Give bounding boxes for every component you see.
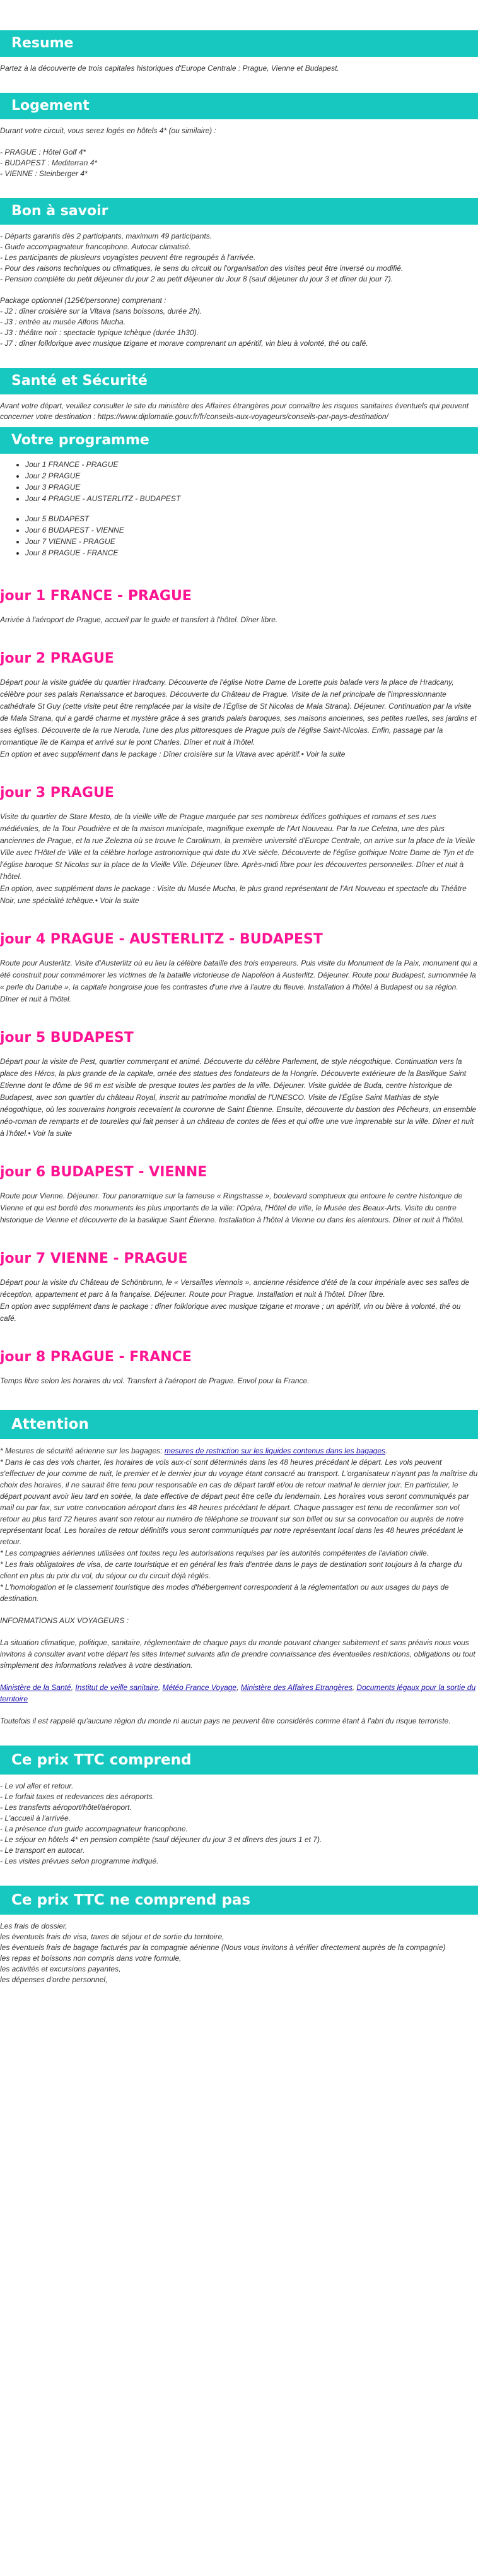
- day-block: [0, 650, 478, 760]
- day-block: [0, 1164, 478, 1226]
- programme-item[interactable]: • Jour 5 BUDAPEST: [25, 513, 478, 524]
- info-voyageurs-text: La situation climatique, politique, sanitaire, réglementaire de chaque pays du monde pouvant changer subitement et sans préavis nous vous invitons à consulter avant votre départ les sites Internet suivants afin de prendre connaissance des éventuelles restrictions, obligations ou tout simplement des informations relatives à votre destination.: [0, 1638, 475, 1670]
- bon-a-savoir-section: [0, 225, 478, 349]
- ne-comprend-pas-item: les dépenses d'ordre personnel,: [0, 1975, 108, 1984]
- info-line: - Pension complète du petit déjeuner du jour 2 au petit déjeuner du Jour 8 (sauf déjeuner du jour 3 et dîner du jour 7).: [0, 275, 393, 283]
- comprend-heading: Ce prix TTC comprend: [0, 1746, 478, 1775]
- day-block: [0, 588, 478, 626]
- meteo-france-link[interactable]: Météo France Voyage: [162, 1683, 237, 1692]
- package-intro: Package optionnel (125€/personne) comprenant :: [0, 296, 166, 305]
- attention-paragraph: * Les frais obligatoires de visa, de carte touristique et en général les frais d'entrée dans le pays de destination sont toujours à la charge du client en plus du prix du vol, du séjour ou du circuit déjà réglés.: [0, 1560, 462, 1580]
- programme-item[interactable]: • Jour 4 PRAGUE - AUSTERLITZ - BUDAPEST: [25, 493, 478, 504]
- day-block: [0, 931, 478, 1005]
- sante-text: Avant votre départ, veuillez consulter le site du ministère des Affaires étrangères pour connaître les risques sanitaires éventuels qui peuvent concerner votre destination : https://www.diplomatie.gouv.fr/fr/conseils-aux-voyageurs/conseils-par-pays-destination/: [0, 401, 469, 421]
- resume-section: [0, 57, 478, 74]
- info-line: - Guide accompagnateur francophone. Autocar climatisé.: [0, 242, 192, 251]
- day-text: Départ pour la visite guidée du quartier Hradcany. Découverte de l'église Notre Dame de Lorette puis balade vers la place de Hradcany, célèbre pour ses palais Renaissance et baroques. Découverte du Château de Prague. Visite de la nef principale de l'impressionnante cathédrale St Guy (cette visite peut être remplacée par la visite de l'Église de St Nicolas de Mala Strana). Déjeuner. Continuation par la visite de Mala Strana, qui a gardé charme et mystère grâce à ses grands palais baroques, ses maisons anciennes, ses petites ruelles, ses jardins et ses églises. Découverte de la rue Neruda, l'une des plus pittoresques de Prague puis de l'église Saint-Nicolas. Enfin, passage par la romantique île de Kampa et arrivé sur le pont Charles. Dîner et nuit à l'hôtel. En option et avec supplément dans le package : Dîner croisière sur la Vltava avec apéritif.• Voir la suite: [0, 678, 477, 759]
- day-title: jour 1 FRANCE - PRAGUE: [0, 588, 192, 604]
- package-line: - J3 : théâtre noir : spectacle typique tchèque (durée 1h30).: [0, 328, 199, 337]
- day-block: [0, 1349, 478, 1387]
- programme-heading: Votre programme: [0, 427, 478, 454]
- liquids-restriction-link[interactable]: mesures de restriction sur les liquides contenus dans les bagages: [164, 1446, 386, 1455]
- ne-comprend-pas-heading: Ce prix TTC ne comprend pas: [0, 1886, 478, 1915]
- ne-comprend-pas-item: les activités et excursions payantes,: [0, 1964, 121, 1973]
- day-text: Route pour Austerlitz. Visite d'Austerlitz où eu lieu la célèbre bataille des trois empereurs. Puis visite du Monument de la Paix, monument qui a été construit pour commémorer les victimes de la bataille victorieuse de Napoléon à Austerlitz. Déjeuner. Route pour Budapest, surnommée la « perle du Danube », la capitale hongroise joue les contrastes d'une rive à l'autre du fleuve. Installation à l'hôtel à Budapest ou sa région. Dîner et nuit à l'hôtel.: [0, 959, 477, 1003]
- affaires-etrangeres-link[interactable]: Ministère des Affaires Etrangères: [240, 1683, 353, 1692]
- day-title: jour 3 PRAGUE: [0, 785, 114, 801]
- day-title: jour 4 PRAGUE - AUSTERLITZ - BUDAPEST: [0, 931, 323, 947]
- programme-item[interactable]: • Jour 3 PRAGUE: [25, 482, 478, 493]
- veille-sanitaire-link[interactable]: Institut de veille sanitaire: [75, 1683, 158, 1692]
- attention-paragraph: * Dans le cas des vols charter, les horaires de vols aux-ci sont déterminés dans les 48 heures précédant le départ. Les vols peuvent s'effectuer de jour comme de nuit, le premier et le dernier jour du voyage étant consacré au transport. L'organisateur n'ayant pas la maîtrise du choix des horaires, il ne saurait être tenu pour responsable en cas de départ tardif et/ou de retour matinal le dernier jour. En particulier, le départ pouvant avoir lieu tard en soirée, la date effective de départ peut être celle du lendemain. Les horaires vous seront communiqués par mail ou par fax, sur votre convocation aéroport dans les 48 heures précédant le départ. Chaque passager est tenu de reconfirmer son vol retour au plus tard 72 heures avant son retour au numéro de téléphone se trouvant sur son billet ou sur sa convocation ou auprès de notre représentant local. Les horaires de retour définitifs vous seront communiqués par notre représentant local dans les 48 heures précédant le retour.: [0, 1458, 478, 1546]
- day-text: Route pour Vienne. Déjeuner. Tour panoramique sur la fameuse « Ringstrasse », boulevard somptueux qui entoure le centre historique de Vienne et qui est bordé des monuments les plus importants de la ville: l'Opéra, l'Hôtel de ville, le Musée des Beaux-Arts. Visite du centre historique de Vienne et découverte de la basilique Saint Étienne. Installation à l'hôtel à Vienne ou dans les alentours. Dîner et nuit à l'hôtel.: [0, 1191, 464, 1224]
- programme-list: [25, 513, 478, 558]
- ne-comprend-pas-item: les éventuels frais de visa, taxes de séjour et de sortie du territoire,: [0, 1932, 224, 1941]
- security-note-suffix: .: [385, 1446, 388, 1455]
- comprend-item: - Le forfait taxes et redevances des aéroports.: [0, 1792, 154, 1801]
- programme-item[interactable]: • Jour 7 VIENNE - PRAGUE: [25, 536, 478, 547]
- day-text: Départ pour la visite de Pest, quartier commerçant et animé. Découverte du célèbre Parlement, de style néogothique. Continuation vers la place des Héros, la plus grande de la capitale, ornée des statues des fondateurs de la Hongrie. Découverte extérieure de la Basilique Saint Etienne dont le dôme de 96 m est visible de presque toutes les parties de la ville. Déjeuner. Visite guidée de Buda, centre historique de Budapest, avec son quartier du château Royal, inscrit au patrimoine mondial de l'UNESCO. Visite de l'Église Saint Mathias de style néogothique, où les souverains hongrois recevaient la couronne de Saint Étienne. Ensuite, découverte du bastion des Pêcheurs, un ensemble néo-roman de remparts et de tourelles qui fait penser à un château de contes de fées et qui offre une vue imprenable sur la ville. Dîner et nuit à l'hôtel.• Voir la suite: [0, 1057, 477, 1138]
- info-voyageurs-title: INFORMATIONS AUX VOYAGEURS :: [0, 1616, 129, 1625]
- attention-section: [0, 1439, 478, 1727]
- programme-item[interactable]: • Jour 6 BUDAPEST - VIENNE: [25, 524, 478, 536]
- comprend-item: - Le vol aller et retour.: [0, 1781, 74, 1790]
- sante-ministry-link[interactable]: Ministère de la Santé: [0, 1683, 71, 1692]
- package-line: - J7 : dîner folklorique avec musique tzigane et morave comprenant un apéritif, vin bleu à volonté, thé ou café.: [0, 339, 368, 348]
- info-line: - Pour des raisons techniques ou climatiques, le sens du circuit ou l'organisation des visites peut être inversé ou modifié.: [0, 264, 404, 273]
- ne-comprend-pas-item: Les frais de dossier,: [0, 1922, 67, 1930]
- attention-heading: Attention: [0, 1410, 478, 1439]
- day-title: jour 2 PRAGUE: [0, 651, 114, 666]
- sante-section: [0, 394, 478, 422]
- programme-list: [25, 459, 478, 504]
- day-text: Temps libre selon les horaires du vol. Transfert à l'aéroport de Prague. Envol pour la France.: [0, 1376, 310, 1385]
- resume-heading: Resume: [0, 30, 478, 57]
- day-title: jour 5 BUDAPEST: [0, 1030, 134, 1046]
- day-title: jour 7 VIENNE - PRAGUE: [0, 1251, 188, 1267]
- comprend-item: - Le transport en autocar.: [0, 1846, 85, 1855]
- comprend-section: [0, 1775, 478, 1867]
- day-title: jour 6 BUDAPEST - VIENNE: [0, 1164, 207, 1180]
- security-note: [0, 1445, 478, 1456]
- hotel-line: - BUDAPEST : Mediterran 4*: [0, 158, 98, 167]
- day-text: Visite du quartier de Stare Mesto, de la vieille ville de Prague marquée par ses nombreux édifices gothiques et romans et ses rues médiévales, de la Tour Poudrière et de la maison municipale, magnifique exemple de l'Art Nouveau. Par la rue Celetna, une des plus anciennes de Prague, et la rue Zelezna où se trouve le Carolinum, la première université d'Europe Centrale, on arrive sur la place de la Vieille Ville avec l'Hôtel de Ville et la célèbre horloge astronomique qui date du XVe siècle. Découverte de l'église gothique Notre Dame de Tyn et de l'église baroque St Nicolas sur la place de la Vieille Ville. Déjeuner libre. Après-midi libre pour les découvertes personnelles. Dîner et nuit à l'hôtel. En option, avec supplément dans le package : Visite du Musée Mucha, le plus grand représentant de l'Art Nouveau et spectacle du Théâtre Noir, une spécialité tchèque.• Voir la suite: [0, 812, 475, 905]
- programme-item[interactable]: • Jour 2 PRAGUE: [25, 470, 478, 482]
- bon-a-savoir-heading: Bon à savoir: [0, 198, 478, 225]
- programme-item[interactable]: • Jour 1 FRANCE - PRAGUE: [25, 459, 478, 470]
- security-note-prefix: * Mesures de sécurité aérienne sur les bagages:: [0, 1446, 165, 1455]
- day-block: [0, 784, 478, 907]
- attention-closing: Toutefois il est rappelé qu'aucune région du monde ni aucun pays ne peuvent être considérés comme étant à l'abri du risque terroriste.: [0, 1716, 451, 1725]
- logement-section: [0, 119, 478, 179]
- useful-links: Ministère de la Santé, Institut de veille sanitaire, Météo France Voyage, Ministère des Affaires Etrangères, Documents légaux pour la sortie du territoire: [0, 1683, 476, 1703]
- logement-intro: Durant votre circuit, vous serez logés en hôtels 4* (ou similaire) :: [0, 126, 216, 135]
- day-block: [0, 1029, 478, 1140]
- comprend-item: - Le séjour en hôtels 4* en pension complète (sauf déjeuner du jour 3 et dîners des jours 1 et 7).: [0, 1835, 322, 1844]
- package-line: - J2 : dîner croisière sur la Vltava (sans boissons, durée 2h).: [0, 307, 202, 316]
- attention-paragraph: * Les compagnies aériennes utilisées ont toutes reçu les autorisations requises par les autorités compétentes de l'aviation civile.: [0, 1549, 429, 1557]
- info-line: - Les participants de plusieurs voyagistes peuvent être regroupés à l'arrivée.: [0, 253, 256, 262]
- hotel-line: - PRAGUE : Hôtel Golf 4*: [0, 148, 86, 157]
- programme-item[interactable]: • Jour 8 PRAGUE - FRANCE: [25, 547, 478, 558]
- day-text: Arrivée à l'aéroport de Prague, accueil par le guide et transfert à l'hôtel. Dîner libre.: [0, 615, 278, 624]
- ne-comprend-pas-item: les éventuels frais de bagage facturés par la compagnie aérienne (Nous vous invitons à vérifier directement auprès de la compagnie): [0, 1943, 446, 1952]
- day-block: [0, 1250, 478, 1325]
- ne-comprend-pas-item: les repas et boissons non compris dans votre formule,: [0, 1954, 182, 1963]
- day-text: Départ pour la visite du Château de Schönbrunn, le « Versailles viennois », ancienne résidence d'été de la cour impériale avec ses salles de réception, appartement et parc à la française. Déjeuner. Route pour Prague. Installation et nuit à l'hôtel. Dîner libre. En option avec supplément dans le package : dîner folklorique avec musique tzigane et morave ; un apéritif, vin ou bière à volonté, thé ou café.: [0, 1278, 470, 1323]
- logement-heading: Logement: [0, 93, 478, 119]
- package-line: - J3 : entrée au musée Alfons Mucha.: [0, 317, 125, 326]
- ne-comprend-pas-section: [0, 1915, 478, 1985]
- page: [0, 30, 478, 1998]
- sante-heading: Santé et Sécurité: [0, 368, 478, 394]
- legal-documents-link[interactable]: Documents légaux pour la sortie du territoire: [0, 1683, 476, 1703]
- resume-text: Partez à la découverte de trois capitales historiques d'Europe Centrale : Prague, Vienne et Budapest.: [0, 64, 339, 73]
- comprend-item: - La présence d'un guide accompagnateur francophone.: [0, 1824, 188, 1833]
- day-title: jour 8 PRAGUE - FRANCE: [0, 1349, 192, 1365]
- comprend-item: - Les visites prévues selon programme indiqué.: [0, 1857, 159, 1865]
- attention-paragraph: * L'homologation et le classement touristique des modes d'hébergement correspondent à la réglementation ou aux usages du pays de destination.: [0, 1583, 449, 1603]
- comprend-item: - Les transferts aéroport/hôtel/aéroport.: [0, 1803, 132, 1812]
- hotel-line: - VIENNE : Steinberger 4*: [0, 169, 88, 178]
- info-line: - Départs garantis dès 2 participants, maximum 49 participants.: [0, 232, 213, 240]
- comprend-item: - L'accueil à l'arrivée.: [0, 1814, 71, 1823]
